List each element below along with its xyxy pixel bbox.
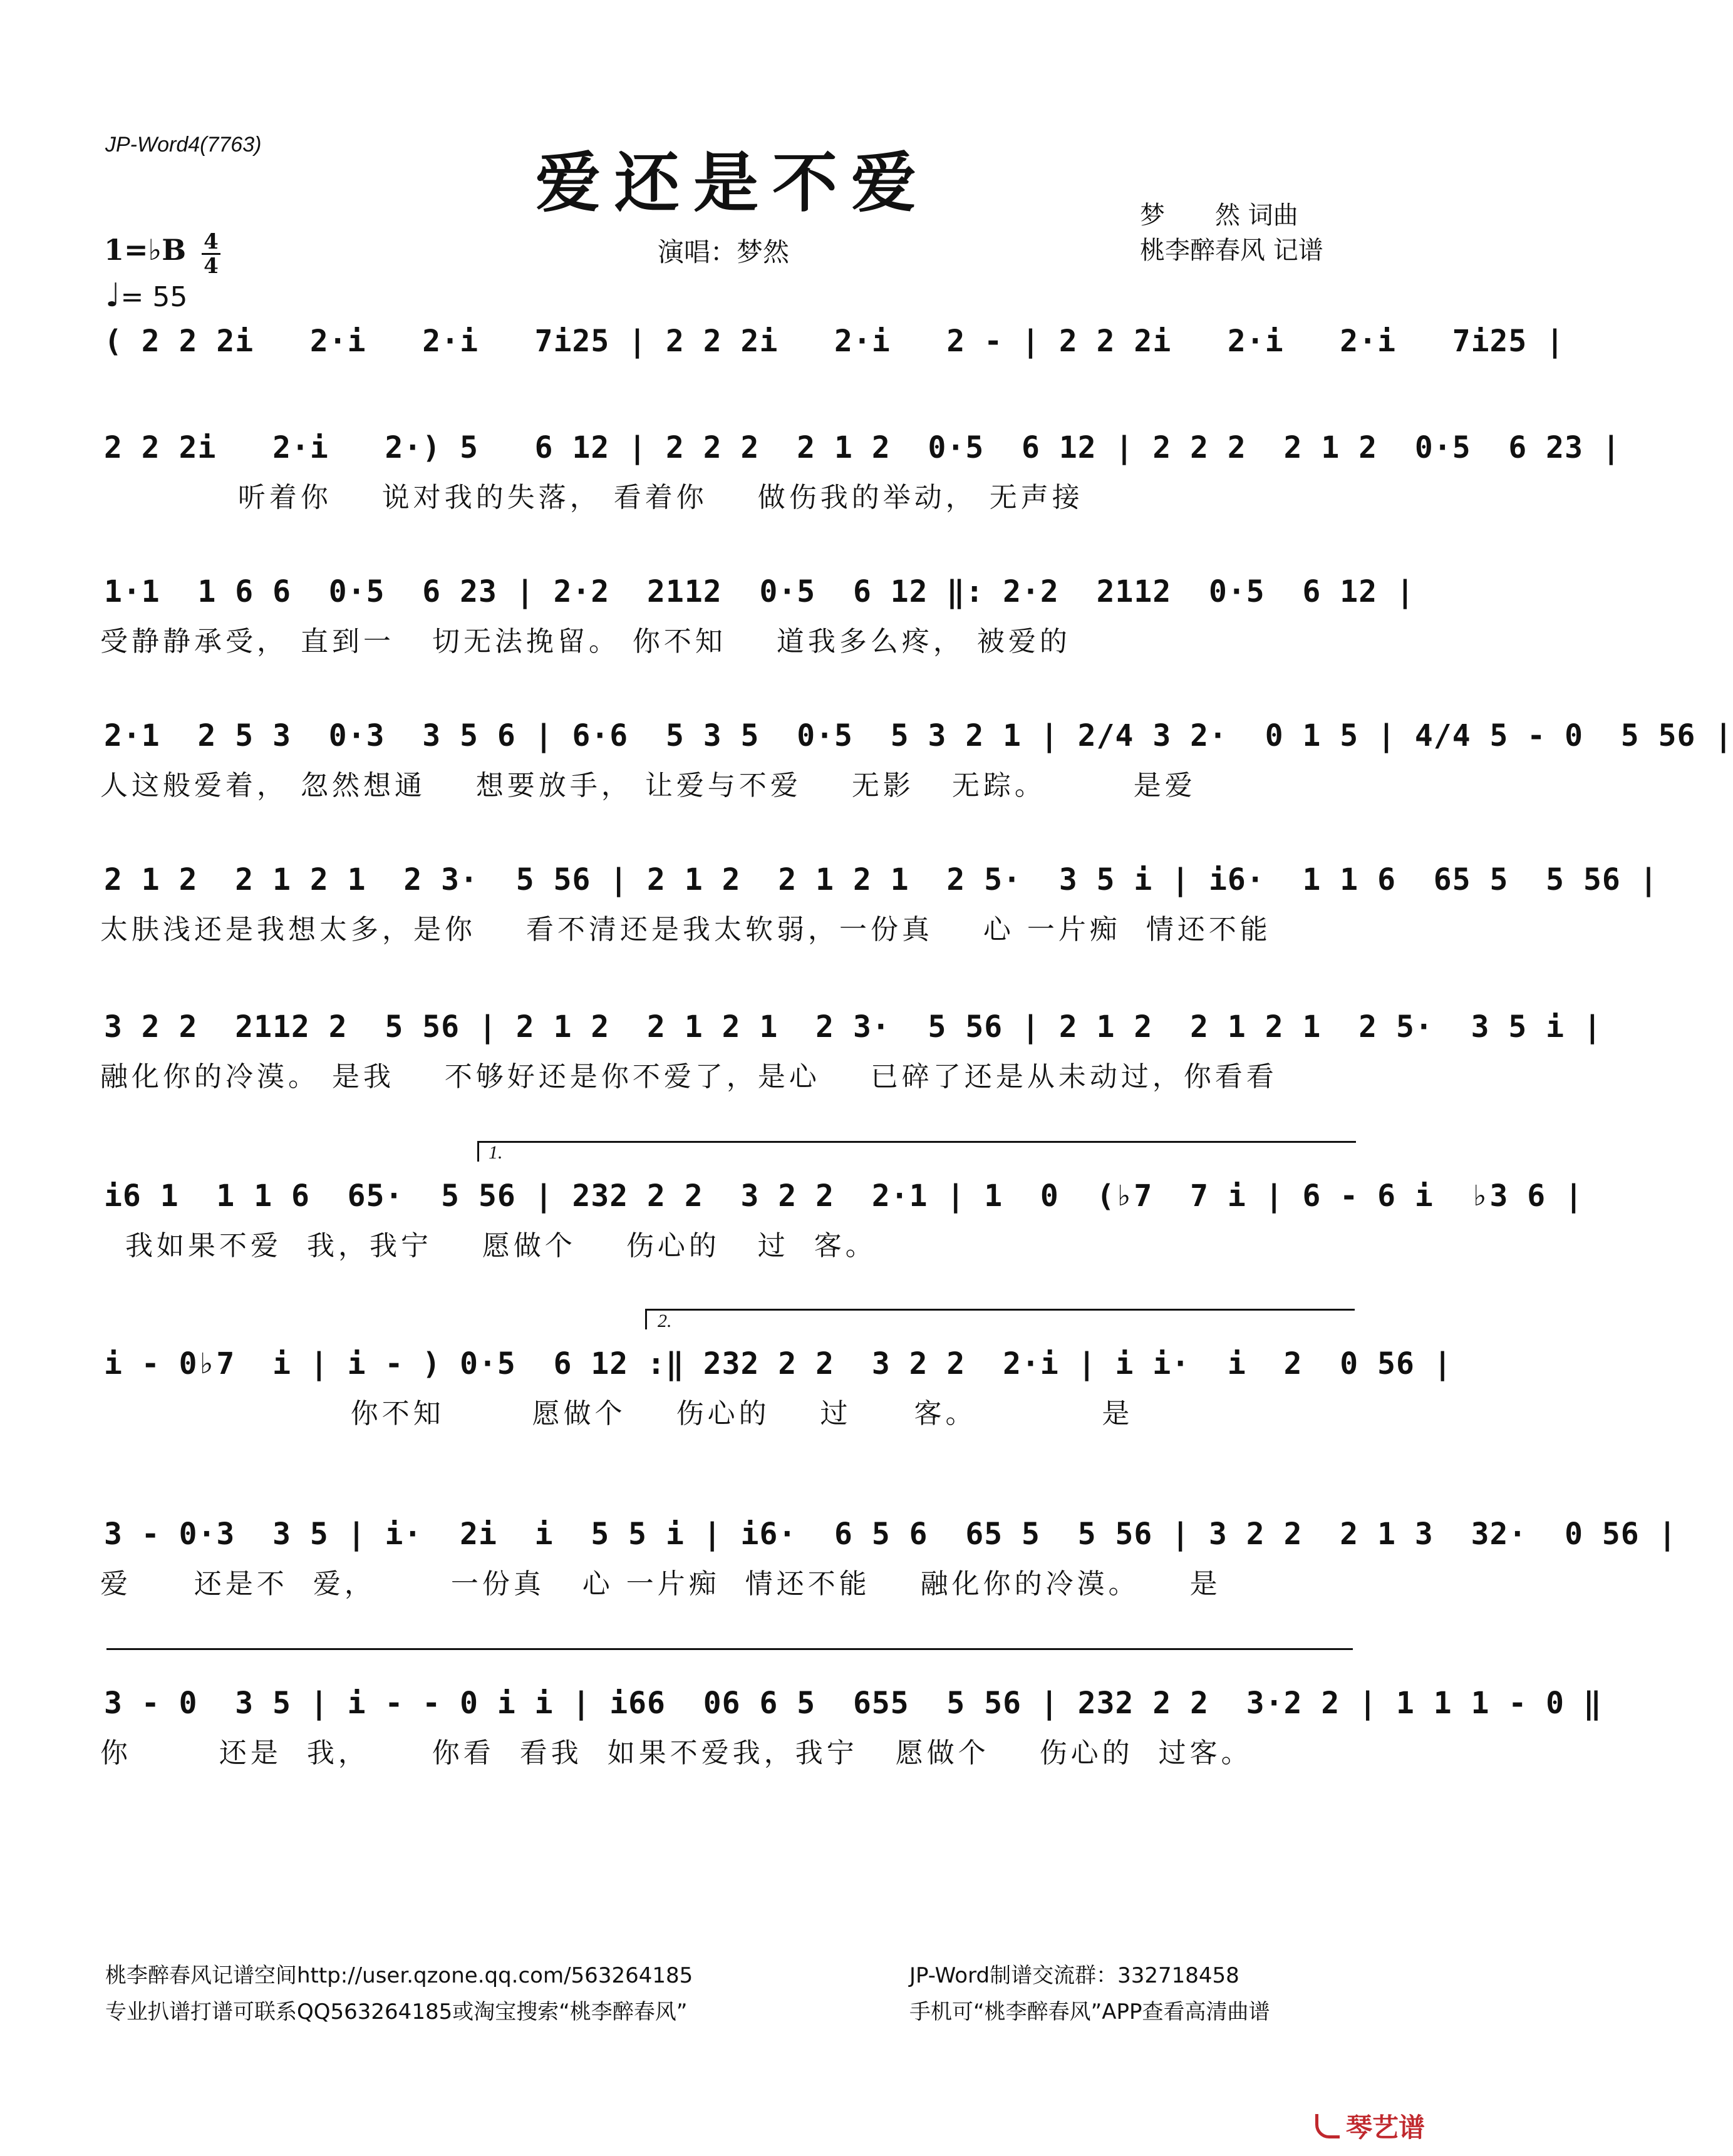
notation-line: 3 2 2 2112 2 5 56 | 2 1 2 2 1 2 1 2 3· 5 56 | 2 1 2 2 1 2 1 2 5· 3 5 i | — [104, 1009, 1602, 1044]
notation-line: 2 2 2i 2·i 2·) 5 6 12 | 2 2 2 2 1 2 0·5 6 12 | 2 2 2 2 1 2 0·5 6 23 | — [104, 430, 1621, 465]
notation-line: 3 - 0·3 3 5 | i· 2i i 5 5 i | i6· 6 5 6 65 5 5 56 | 3 2 2 2 1 3 32· 0 56 | — [104, 1517, 1677, 1552]
tempo-value: = 55 — [120, 281, 188, 313]
phrase-slur — [106, 1648, 1353, 1650]
time-signature — [202, 229, 220, 279]
footer-line-1: 桃李醉春风记谱空间http://user.qzone.qq.com/563264185 — [105, 1963, 693, 1988]
notation-line: 1·1 1 6 6 0·5 6 23 | 2·2 2112 0·5 6 12 ‖: 2·2 2112 0·5 6 12 | — [104, 574, 1415, 609]
logo-mark-icon — [1315, 2114, 1340, 2138]
logo-text: 琴艺谱 — [1346, 2112, 1425, 2143]
credit-transcriber: 桃李醉春风 记谱 — [1140, 236, 1323, 265]
page-title: 爱还是不爱 — [535, 144, 930, 221]
lyrics-line: 受静静承受， 直到一 切无法挽留。 你不知 道我多么疼， 被爱的 — [100, 626, 1071, 658]
footer-line-4: 手机可“桃李醉春风”APP查看高清曲谱 — [909, 1999, 1270, 2024]
time-bottom: 4 — [204, 254, 219, 279]
notation-line: 2·1 2 5 3 0·3 3 5 6 | 6·6 5 3 5 0·5 5 3 2 1 | 2/4 3 2· 0 1 5 | 4/4 5 - 0 5 56 | — [104, 718, 1733, 753]
lyrics-line: 爱 还是不 爱， 一份真 心 一片痴 情还不能 融化你的冷漠。 是 — [100, 1568, 1221, 1600]
lyrics-line: 人这般爱着， 忽然想通 想要放手， 让爱与不爱 无影 无踪。 是爱 — [100, 770, 1196, 802]
lyrics-line: 你 还是 我， 你看 看我 如果不爱我，我宁 愿做个 伤心的 过客。 — [100, 1737, 1253, 1769]
first-ending-bracket — [477, 1141, 1356, 1162]
site-logo — [1315, 2107, 1425, 2145]
key-signature: 1=♭B — [104, 233, 187, 267]
first-ending-label: 1. — [489, 1142, 503, 1163]
engine-label: JP-Word4(7763) — [105, 133, 262, 157]
notation-line: ( 2 2 2i 2·i 2·i 7i25 | 2 2 2i 2·i 2 - | 2 2 2i 2·i 2·i 7i25 | — [104, 324, 1565, 359]
tempo-marking — [105, 277, 187, 314]
lyrics-line: 听着你 说对我的失落， 看着你 做伤我的举动， 无声接 — [100, 482, 1084, 513]
lyrics-line: 太肤浅还是我想太多，是你 看不清还是我太软弱，一份真 心 一片痴 情还不能 — [100, 914, 1271, 946]
lyrics-line: 融化你的冷漠。 是我 不够好还是你不爱了，是心 已碎了还是从未动过，你看看 — [100, 1061, 1278, 1093]
second-ending-bracket — [645, 1309, 1355, 1329]
credit-lyrics: 梦 然 词曲 — [1140, 201, 1298, 230]
lyrics-line: 你不知 愿做个 伤心的 过 客。 是 — [100, 1398, 1134, 1430]
notation-line: 2 1 2 2 1 2 1 2 3· 5 56 | 2 1 2 2 1 2 1 2 5· 3 5 i | i6· 1 1 6 65 5 5 56 | — [104, 862, 1658, 897]
singer-credit: 演唱：梦然 — [658, 237, 790, 267]
footer-line-3: JP-Word制谱交流群：332718458 — [909, 1963, 1239, 1988]
notation-line: i - 0♭7 i | i - ) 0·5 6 12 :‖ 232 2 2 3 2 2 2·i | i i· i 2 0 56 | — [104, 1346, 1452, 1381]
second-ending-label: 2. — [658, 1311, 672, 1331]
notation-line: i6 1 1 1 6 65· 5 56 | 232 2 2 3 2 2 2·1 | 1 0 (♭7 7 i | 6 - 6 i ♭3 6 | — [104, 1179, 1583, 1214]
lyrics-line: 我如果不爱 我，我宁 愿做个 伤心的 过 客。 — [100, 1230, 877, 1262]
footer-line-2: 专业扒谱打谱可联系QQ563264185或淘宝搜索“桃李醉春风” — [105, 1999, 688, 2024]
quarter-note-icon: ♩ — [105, 277, 121, 314]
time-top: 4 — [204, 229, 219, 254]
notation-line: 3 - 0 3 5 | i - - 0 i i | i66 06 6 5 655 5 56 | 232 2 2 3·2 2 | 1 1 1 - 0 ‖ — [104, 1686, 1602, 1721]
